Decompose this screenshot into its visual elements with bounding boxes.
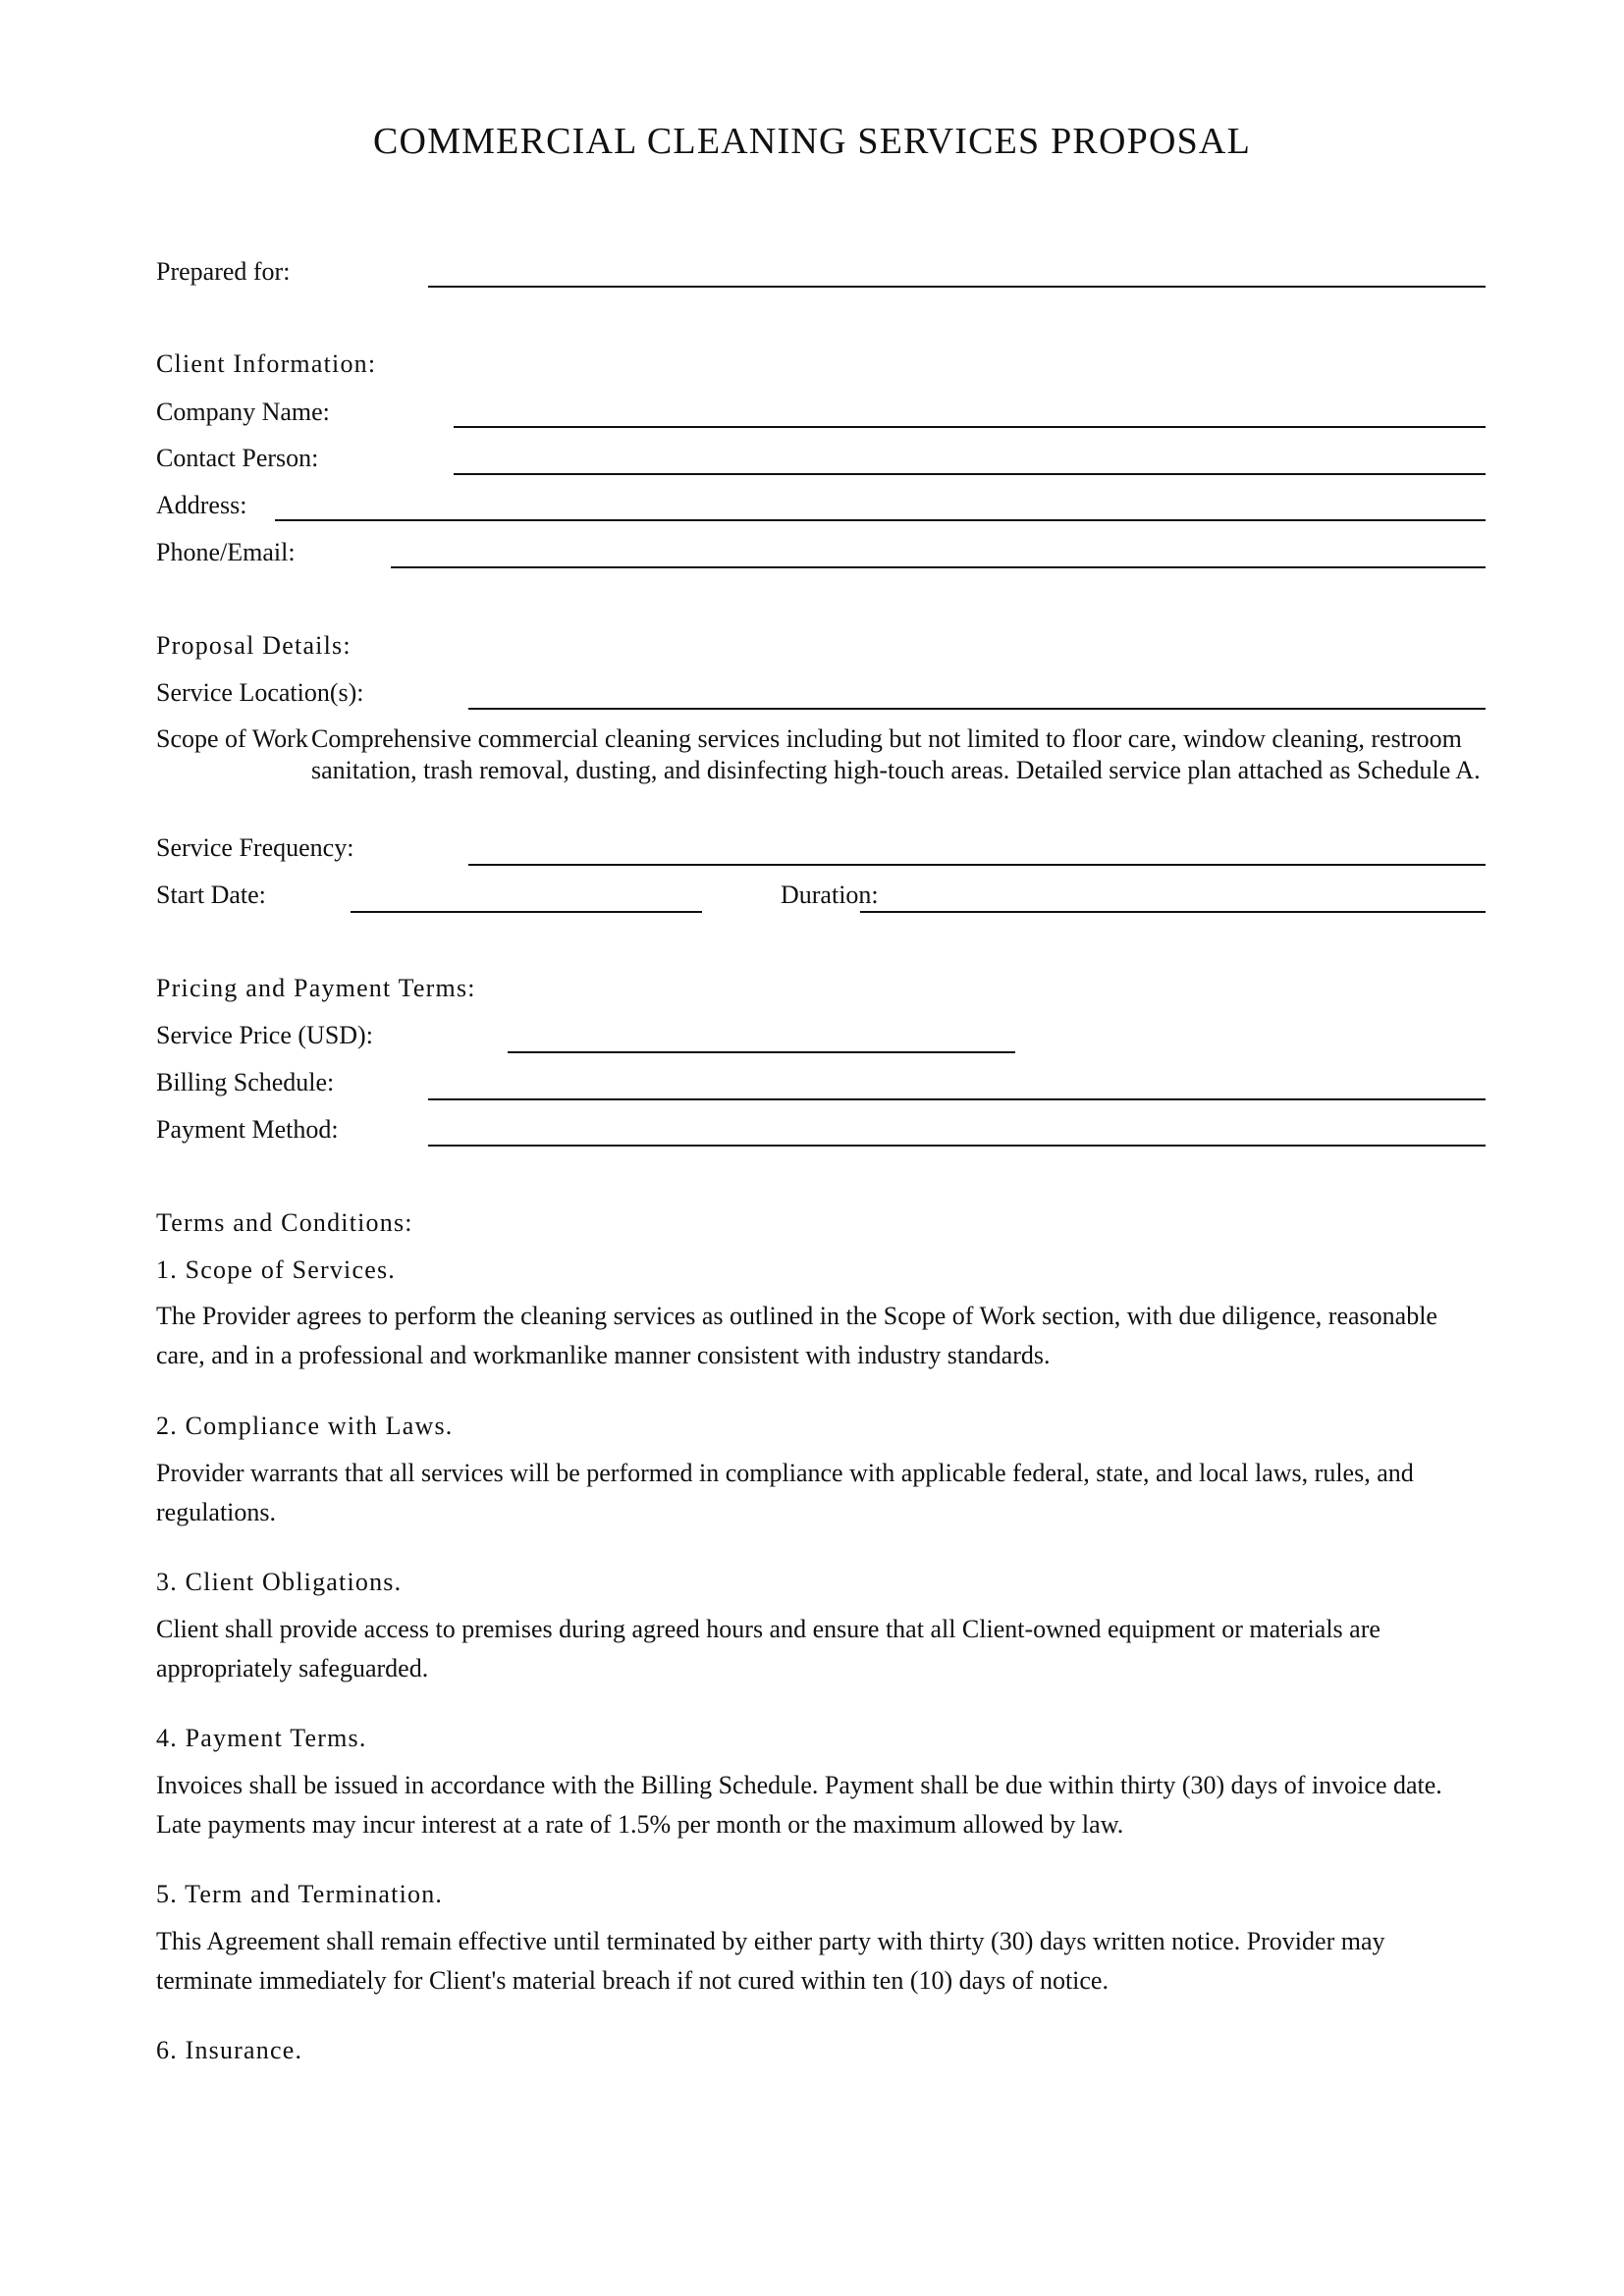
term-3-text: Client shall provide access to premises during agreed hours and ensure that all Client-owned equipment or materials are appropriately safeguarded. bbox=[156, 1615, 1380, 1682]
billing-schedule-field[interactable] bbox=[428, 1098, 1486, 1100]
duration-label: Duration: bbox=[781, 881, 879, 909]
service-locations-label: Service Location(s): bbox=[156, 678, 364, 707]
term-6-heading: 6. Insurance. bbox=[156, 2036, 303, 2064]
term-4-text: Invoices shall be issued in accordance with the Billing Schedule. Payment shall be due within thirty (30) days of invoice date. Late payments may incur interest at a rate of 1.5% per month or the maximum allowed by law. bbox=[156, 1771, 1442, 1839]
scope-of-work-text: Comprehensive commercial cleaning services including but not limited to floor care, window cleaning, restroom sanitation, trash removal, dusting, and disinfecting high-touch areas. Detailed service plan attached as Schedule A. bbox=[311, 723, 1489, 786]
prepared-for-label: Prepared for: bbox=[156, 257, 291, 286]
address-label: Address: bbox=[156, 491, 247, 519]
term-2-text: Provider warrants that all services will be performed in compliance with applicable federal, state, and local laws, rules, and regulations. bbox=[156, 1459, 1414, 1526]
proposal-details-heading: Proposal Details: bbox=[156, 631, 352, 660]
company-name-label: Company Name: bbox=[156, 398, 330, 426]
term-5-heading: 5. Term and Termination. bbox=[156, 1880, 444, 1908]
document-title: COMMERCIAL CLEANING SERVICES PROPOSAL bbox=[373, 121, 1251, 162]
client-information-heading: Client Information: bbox=[156, 349, 377, 378]
term-4-heading: 4. Payment Terms. bbox=[156, 1724, 367, 1752]
start-date-label: Start Date: bbox=[156, 881, 266, 909]
term-5-text: This Agreement shall remain effective until terminated by either party with thirty (30) days written notice. Provider may terminate immediately for Client's material breach if not cured within ten (10) days of notice. bbox=[156, 1927, 1385, 1995]
company-name-field[interactable] bbox=[454, 426, 1486, 428]
service-locations-field[interactable] bbox=[468, 708, 1486, 710]
term-3-heading: 3. Client Obligations. bbox=[156, 1568, 403, 1596]
scope-of-work-label: Scope of Work bbox=[156, 724, 308, 753]
address-field[interactable] bbox=[275, 519, 1486, 521]
contact-person-label: Contact Person: bbox=[156, 444, 319, 472]
terms-heading: Terms and Conditions: bbox=[156, 1208, 413, 1237]
duration-field[interactable] bbox=[860, 911, 1486, 913]
service-frequency-field[interactable] bbox=[468, 864, 1486, 866]
phone-email-label: Phone/Email: bbox=[156, 538, 296, 566]
term-2-heading: 2. Compliance with Laws. bbox=[156, 1412, 454, 1440]
payment-method-label: Payment Method: bbox=[156, 1115, 339, 1144]
contact-person-field[interactable] bbox=[454, 473, 1486, 475]
service-price-label: Service Price (USD): bbox=[156, 1021, 373, 1049]
service-price-field[interactable] bbox=[508, 1051, 1015, 1053]
service-frequency-label: Service Frequency: bbox=[156, 833, 354, 862]
prepared-for-field[interactable] bbox=[428, 286, 1486, 288]
term-1-heading: 1. Scope of Services. bbox=[156, 1255, 396, 1284]
phone-email-field[interactable] bbox=[391, 566, 1486, 568]
start-date-field[interactable] bbox=[351, 911, 702, 913]
billing-schedule-label: Billing Schedule: bbox=[156, 1068, 335, 1096]
pricing-heading: Pricing and Payment Terms: bbox=[156, 974, 476, 1002]
term-1-text: The Provider agrees to perform the cleaning services as outlined in the Scope of Work section, with due diligence, reasonable care, and in a professional and workmanlike manner consistent with industry standards. bbox=[156, 1302, 1437, 1369]
payment-method-field[interactable] bbox=[428, 1145, 1486, 1147]
